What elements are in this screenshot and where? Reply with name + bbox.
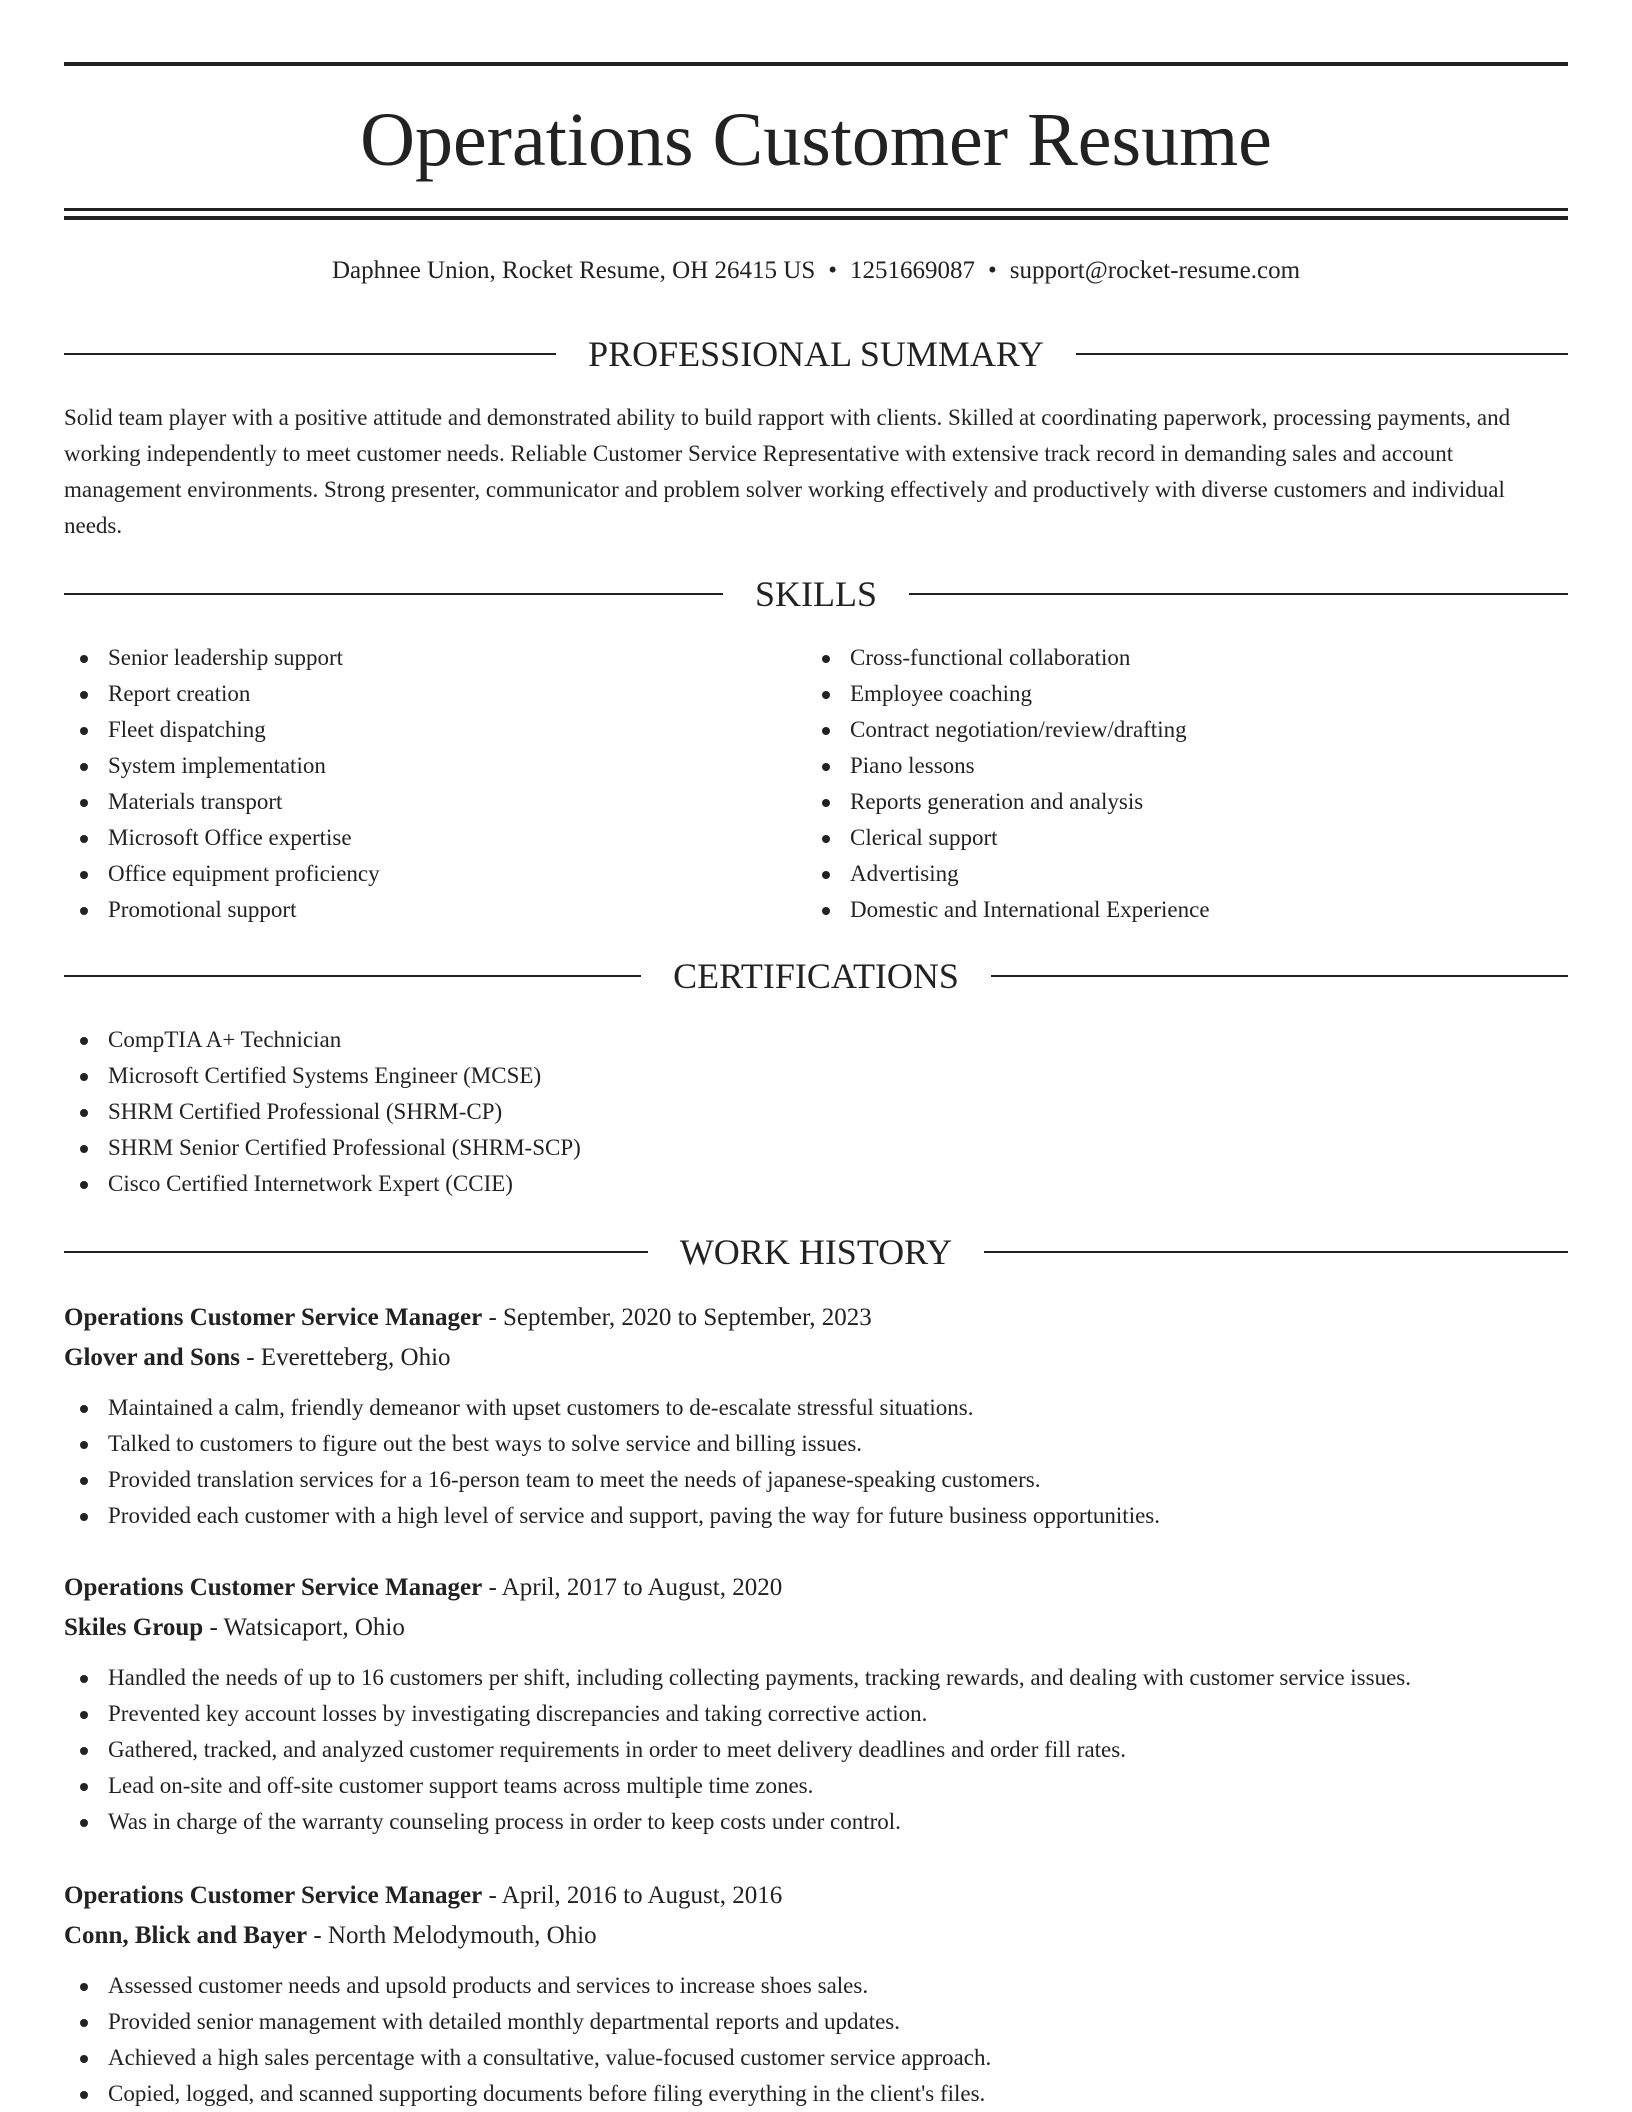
job-title-line <box>64 1876 1568 1916</box>
section-title: SKILLS <box>755 574 878 614</box>
job-company: Glover and Sons <box>64 1344 240 1371</box>
contact-separator: • <box>987 257 997 284</box>
certification-item: Microsoft Certified Systems Engineer (MCSE) <box>64 1058 1568 1094</box>
professional-summary-text: Solid team player with a positive attitude and demonstrated ability to build rapport with clients. Skilled at coordinating paperwork, processing payments, and working independently to meet customer needs. Reliable Customer Service Representative with extensive track record in demanding sales and account management environments. Strong presenter, communicator and problem solver working effectively and productively with diverse customers and individual needs. <box>64 405 1511 538</box>
job-bullet: Assessed customer needs and upsold products and services to increase shoes sales. <box>64 1968 1568 2004</box>
section-header-summary <box>64 330 1568 378</box>
job-company: Skiles Group <box>64 1614 204 1641</box>
skill-item: Promotional support <box>64 892 784 928</box>
title-double-rule-lower <box>64 216 1568 220</box>
skill-item: Fleet dispatching <box>64 712 784 748</box>
job-bullet-list <box>64 1390 1568 1534</box>
job-bullet: Was in charge of the warranty counseling process in order to keep costs under control. <box>64 1804 1568 1840</box>
job-entry <box>64 1298 1568 1534</box>
skill-item: Microsoft Office expertise <box>64 820 784 856</box>
contact-phone: 1251669087 <box>849 257 975 284</box>
skill-item: Reports generation and analysis <box>806 784 1566 820</box>
job-bullet: Provided senior management with detailed monthly departmental reports and updates. <box>64 2004 1568 2040</box>
job-bullet: Provided translation services for a 16-person team to meet the needs of japanese-speaking customers. <box>64 1462 1568 1498</box>
job-location: - Watsicaport, Ohio <box>203 1614 405 1641</box>
job-bullet: Lead on-site and off-site customer support teams across multiple time zones. <box>64 1768 1568 1804</box>
skill-item: Advertising <box>806 856 1566 892</box>
job-dates: - April, 2017 to August, 2020 <box>482 1574 783 1601</box>
section-header-skills <box>64 570 1568 618</box>
job-bullet: Handled the needs of up to 16 customers per shift, including collecting payments, tracking rewards, and dealing with customer service issues. <box>64 1660 1568 1696</box>
contact-separator: • <box>828 257 837 284</box>
skill-item: Materials transport <box>64 784 784 820</box>
job-location: - North Melodymouth, Ohio <box>307 1922 597 1949</box>
job-bullet: Maintained a calm, friendly demeanor with upset customers to de-escalate stressful situations. <box>64 1390 1568 1426</box>
job-location: - Everetteberg, Ohio <box>239 1344 451 1371</box>
skills-list-left <box>64 640 784 928</box>
section-rule-right <box>1076 353 1568 355</box>
job-bullet-list <box>64 1660 1568 1840</box>
section-header-work-history <box>64 1228 1568 1276</box>
skill-item: Office equipment proficiency <box>64 856 784 892</box>
job-title-line <box>64 1568 1568 1608</box>
section-rule-left <box>64 353 556 355</box>
job-bullet: Gathered, tracked, and analyzed customer requirements in order to meet delivery deadlines and order fill rates. <box>64 1732 1568 1768</box>
skill-item: Cross-functional collaboration <box>806 640 1566 676</box>
skills-list-right <box>806 640 1566 928</box>
skill-item: System implementation <box>64 748 784 784</box>
job-bullet: Achieved a high sales percentage with a consultative, value-focused customer service approach. <box>64 2040 1568 2076</box>
job-bullet: Talked to customers to figure out the best ways to solve service and billing issues. <box>64 1426 1568 1462</box>
job-dates: - September, 2020 to September, 2023 <box>482 1304 872 1331</box>
contact-address: Daphnee Union, Rocket Resume, OH 26415 US <box>331 257 816 284</box>
job-dates: - April, 2016 to August, 2016 <box>482 1882 783 1909</box>
section-title: PROFESSIONAL SUMMARY <box>588 334 1044 374</box>
contact-email[interactable]: support@rocket-resume.com <box>1009 257 1301 284</box>
section-rule-right <box>991 975 1568 977</box>
certification-item: CompTIA A+ Technician <box>64 1022 1568 1058</box>
job-company-line <box>64 1916 1568 1956</box>
job-title: Operations Customer Service Manager <box>64 1882 483 1909</box>
certification-item: SHRM Senior Certified Professional (SHRM-SCP) <box>64 1130 1568 1166</box>
section-rule-left <box>64 975 641 977</box>
section-header-certifications <box>64 952 1568 1000</box>
section-title: WORK HISTORY <box>679 1232 953 1272</box>
job-entry <box>64 1876 1568 2112</box>
skill-item: Piano lessons <box>806 748 1566 784</box>
skill-item: Senior leadership support <box>64 640 784 676</box>
title-double-rule-upper <box>64 208 1568 211</box>
job-bullet: Copied, logged, and scanned supporting documents before filing everything in the client's files. <box>64 2076 1568 2112</box>
job-bullet: Prevented key account losses by investigating discrepancies and taking corrective action. <box>64 1696 1568 1732</box>
section-rule-left <box>64 593 723 595</box>
section-title: CERTIFICATIONS <box>673 956 959 996</box>
section-rule-right <box>984 1251 1568 1253</box>
skill-item: Clerical support <box>806 820 1566 856</box>
job-company-line <box>64 1608 1568 1648</box>
section-rule-right <box>909 593 1568 595</box>
certification-item: Cisco Certified Internetwork Expert (CCIE) <box>64 1166 1568 1202</box>
skill-item: Report creation <box>64 676 784 712</box>
job-company-line <box>64 1338 1568 1378</box>
contact-line <box>64 254 1568 288</box>
job-bullet: Provided each customer with a high level of service and support, paving the way for future business opportunities. <box>64 1498 1568 1534</box>
skill-item: Contract negotiation/review/drafting <box>806 712 1566 748</box>
job-bullet-list <box>64 1968 1568 2112</box>
job-title-line <box>64 1298 1568 1338</box>
certification-item: SHRM Certified Professional (SHRM-CP) <box>64 1094 1568 1130</box>
resume-title: Operations Customer Resume <box>360 98 1272 182</box>
job-title: Operations Customer Service Manager <box>64 1574 483 1601</box>
job-title: Operations Customer Service Manager <box>64 1304 483 1331</box>
top-rule <box>64 62 1568 66</box>
section-rule-left <box>64 1251 648 1253</box>
skill-item: Employee coaching <box>806 676 1566 712</box>
skill-item: Domestic and International Experience <box>806 892 1566 928</box>
job-company: Conn, Blick and Bayer <box>64 1922 308 1949</box>
job-entry <box>64 1568 1568 1840</box>
certifications-list <box>64 1022 1568 1202</box>
